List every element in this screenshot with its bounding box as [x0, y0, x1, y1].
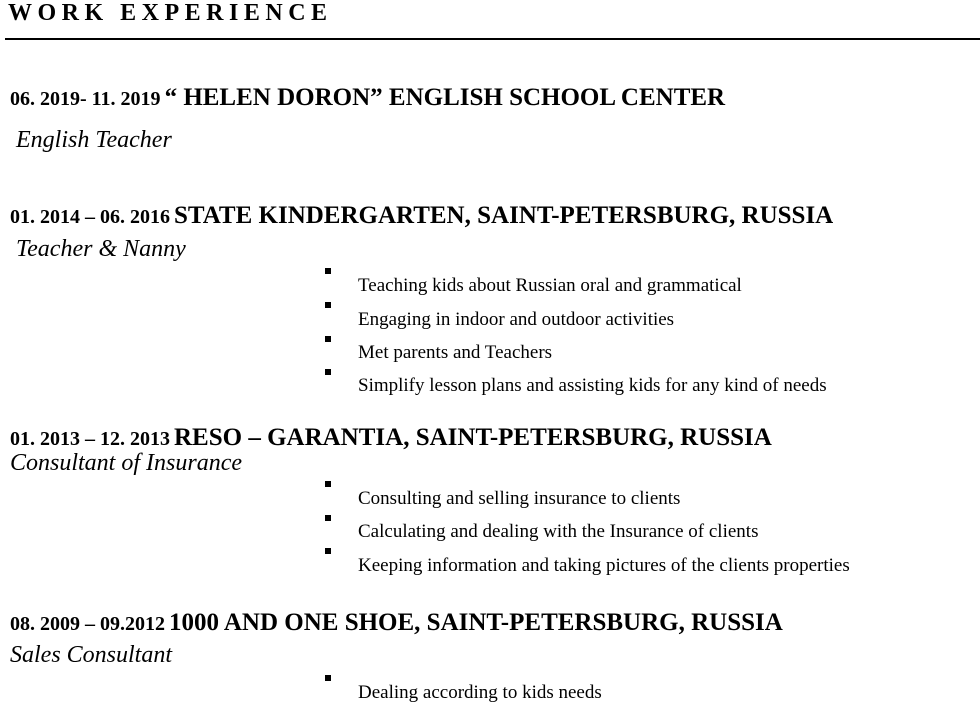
bullet-marker [325, 268, 331, 274]
duty-item: Dealing according to kids needs [358, 682, 602, 703]
job-company: STATE KINDERGARTEN, SAINT-PETERSBURG, RUSSIA [174, 202, 834, 229]
bullet-marker [325, 336, 331, 342]
job-heading [10, 424, 772, 452]
job-heading [10, 202, 833, 230]
job-company: 1000 AND ONE SHOE, SAINT-PETERSBURG, RUSSIA [169, 609, 783, 636]
job-dates: 06. 2019- 11. 2019 [10, 88, 161, 110]
duty-item: Engaging in indoor and outdoor activities [358, 309, 675, 330]
job-role: Sales Consultant [10, 642, 173, 668]
job-dates: 01. 2014 – 06. 2016 [10, 206, 170, 228]
section-divider [5, 38, 980, 40]
bullet-marker [325, 302, 331, 308]
duty-item: Simplify lesson plans and assisting kids for any kind of needs [358, 375, 827, 396]
job-role: English Teacher [16, 127, 172, 153]
bullet-marker [325, 369, 331, 375]
job-role: Consultant of Insurance [10, 450, 242, 476]
duty-item: Calculating and dealing with the Insurance of clients [358, 521, 759, 542]
bullet-marker [325, 548, 331, 554]
job-company: RESO – GARANTIA, SAINT-PETERSBURG, RUSSIA [174, 424, 772, 451]
job-dates: 08. 2009 – 09.2012 [10, 613, 165, 635]
job-heading [10, 84, 725, 112]
duty-item: Consulting and selling insurance to clients [358, 488, 681, 509]
bullet-marker [325, 675, 331, 681]
duty-item: Teaching kids about Russian oral and grammatical [358, 275, 742, 296]
job-dates: 01. 2013 – 12. 2013 [10, 428, 170, 450]
duty-item: Met parents and Teachers [358, 342, 553, 363]
section-title: WORK EXPERIENCE [8, 0, 333, 26]
bullet-marker [325, 481, 331, 487]
job-role: Teacher & Nanny [16, 236, 186, 262]
bullet-marker [325, 515, 331, 521]
job-company: “ HELEN DORON” ENGLISH SCHOOL CENTER [164, 84, 726, 111]
job-heading [10, 609, 783, 637]
duty-item: Keeping information and taking pictures of the clients properties [358, 555, 850, 576]
